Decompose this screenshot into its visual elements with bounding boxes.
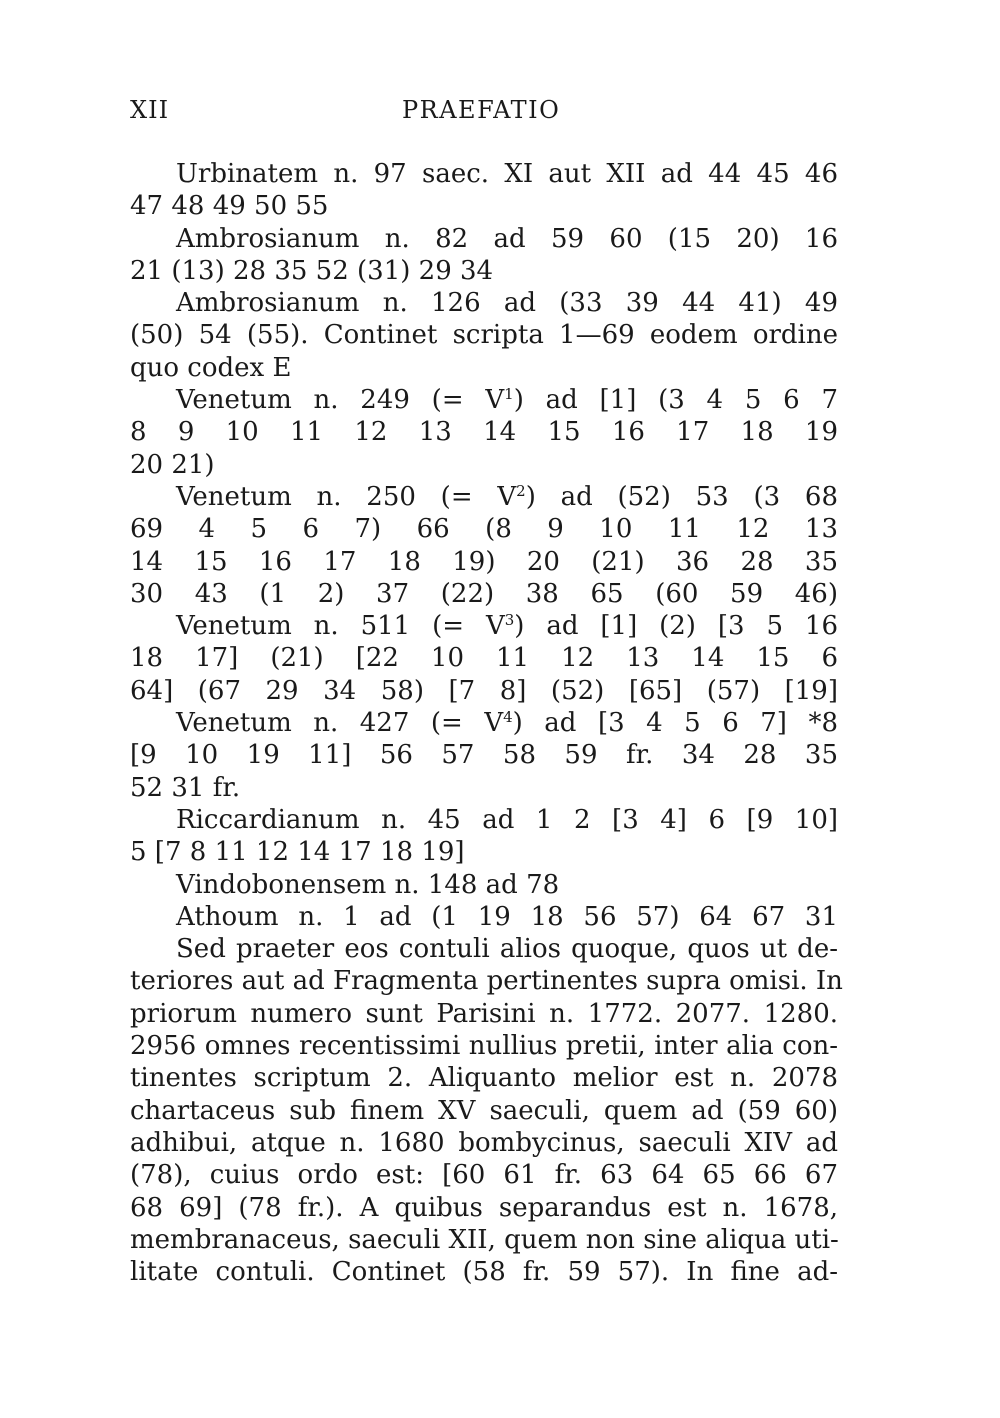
text-line: chartaceus sub finem XV saeculi, quem ad (59 60) xyxy=(130,1095,838,1126)
text-line: Athoum n. 1 ad (1 19 18 56 57) 64 67 31 xyxy=(176,901,838,932)
text-line: Ambrosianum n. 126 ad (33 39 44 41) 49 xyxy=(176,288,838,319)
running-title: PRAEFATIO xyxy=(402,96,561,124)
text-line: 64] (67 29 34 58) [7 8] (52) [65] (57) [19] xyxy=(130,675,838,706)
text-line: priorum numero sunt Parisini n. 1772. 2077. 1280. xyxy=(130,998,838,1029)
text-line: 30 43 (1 2) 37 (22) 38 65 (60 59 46) xyxy=(130,578,838,609)
text-line: 69 4 5 6 7) 66 (8 9 10 11 12 13 xyxy=(130,514,838,545)
text-line: Sed praeter eos contuli alios quoque, quos ut de- xyxy=(176,934,838,965)
text-line: litate contuli. Continet (58 fr. 59 57). In fine ad- xyxy=(130,1257,838,1288)
text-line: tinentes scriptum 2. Aliquanto melior est n. 2078 xyxy=(130,1063,838,1094)
text-line: 21 (13) 28 35 52 (31) 29 34 xyxy=(130,255,494,286)
text-segment: Venetum n. 427 (= V xyxy=(176,708,504,739)
text-line: teriores aut ad Fragmenta pertinentes supra omisi. In xyxy=(130,966,843,997)
text-line: 68 69] (78 fr.). A quibus separandus est n. 1678, xyxy=(130,1192,838,1223)
text-segment: ) ad (52) 53 (3 68 xyxy=(525,481,838,512)
text-line: Ambrosianum n. 82 ad 59 60 (15 20) 16 xyxy=(176,223,838,254)
text-line: 8 9 10 11 12 13 14 15 16 17 18 19 xyxy=(130,417,838,448)
text-line: adhibui, atque n. 1680 bombycinus, saeculi XIV ad xyxy=(130,1127,838,1158)
text-line: 2956 omnes recentissimi nullius pretii, inter alia con- xyxy=(130,1031,838,1062)
text-line: Riccardianum n. 45 ad 1 2 [3 4] 6 [9 10] xyxy=(176,804,838,835)
superscript: 3 xyxy=(504,611,515,630)
superscript: 4 xyxy=(503,708,513,727)
text-line: 47 48 49 50 55 xyxy=(130,191,329,222)
text-segment: Venetum n. 249 (= V xyxy=(176,385,505,416)
text-line: 52 31 fr. xyxy=(130,772,241,803)
text-line: 20 21) xyxy=(130,449,215,480)
text-line xyxy=(130,707,838,739)
body-text xyxy=(130,158,843,1288)
superscript: 2 xyxy=(516,481,526,500)
text-line: Vindobonensem n. 148 ad 78 xyxy=(176,869,560,900)
text-line: 18 17] (21) [22 10 11 12 13 14 15 6 xyxy=(130,643,838,674)
text-segment: ) ad [3 4 5 6 7] *8 xyxy=(512,708,838,739)
text-line: (50) 54 (55). Continet scripta 1—69 eodem ordine xyxy=(130,320,838,351)
text-segment: Venetum n. 511 (= V xyxy=(176,611,505,642)
text-line: 14 15 16 17 18 19) 20 (21) 36 28 35 xyxy=(130,546,838,577)
text-line xyxy=(130,610,838,642)
text-line xyxy=(130,384,838,416)
text-segment: ) ad [1] (2) [3 5 16 xyxy=(514,611,838,642)
page-number: XII xyxy=(130,96,170,124)
text-line xyxy=(130,481,838,513)
text-line: quo codex E xyxy=(130,352,292,383)
text-line: (78), cuius ordo est: [60 61 fr. 63 64 65 66 67 xyxy=(130,1160,838,1191)
text-line: [9 10 19 11] 56 57 58 59 fr. 34 28 35 xyxy=(130,740,838,771)
text-line: Urbinatem n. 97 saec. XI aut XII ad 44 45 46 xyxy=(176,159,838,189)
text-segment: ) ad [1] (3 4 5 6 7 xyxy=(513,385,839,416)
text-segment: Venetum n. 250 (= V xyxy=(176,481,517,512)
page-header xyxy=(130,96,830,132)
superscript: 1 xyxy=(504,385,514,404)
text-line: membranaceus, saeculi XII, quem non sine aliqua uti- xyxy=(130,1224,839,1255)
text-line: 5 [7 8 11 12 14 17 18 19] xyxy=(130,837,465,868)
